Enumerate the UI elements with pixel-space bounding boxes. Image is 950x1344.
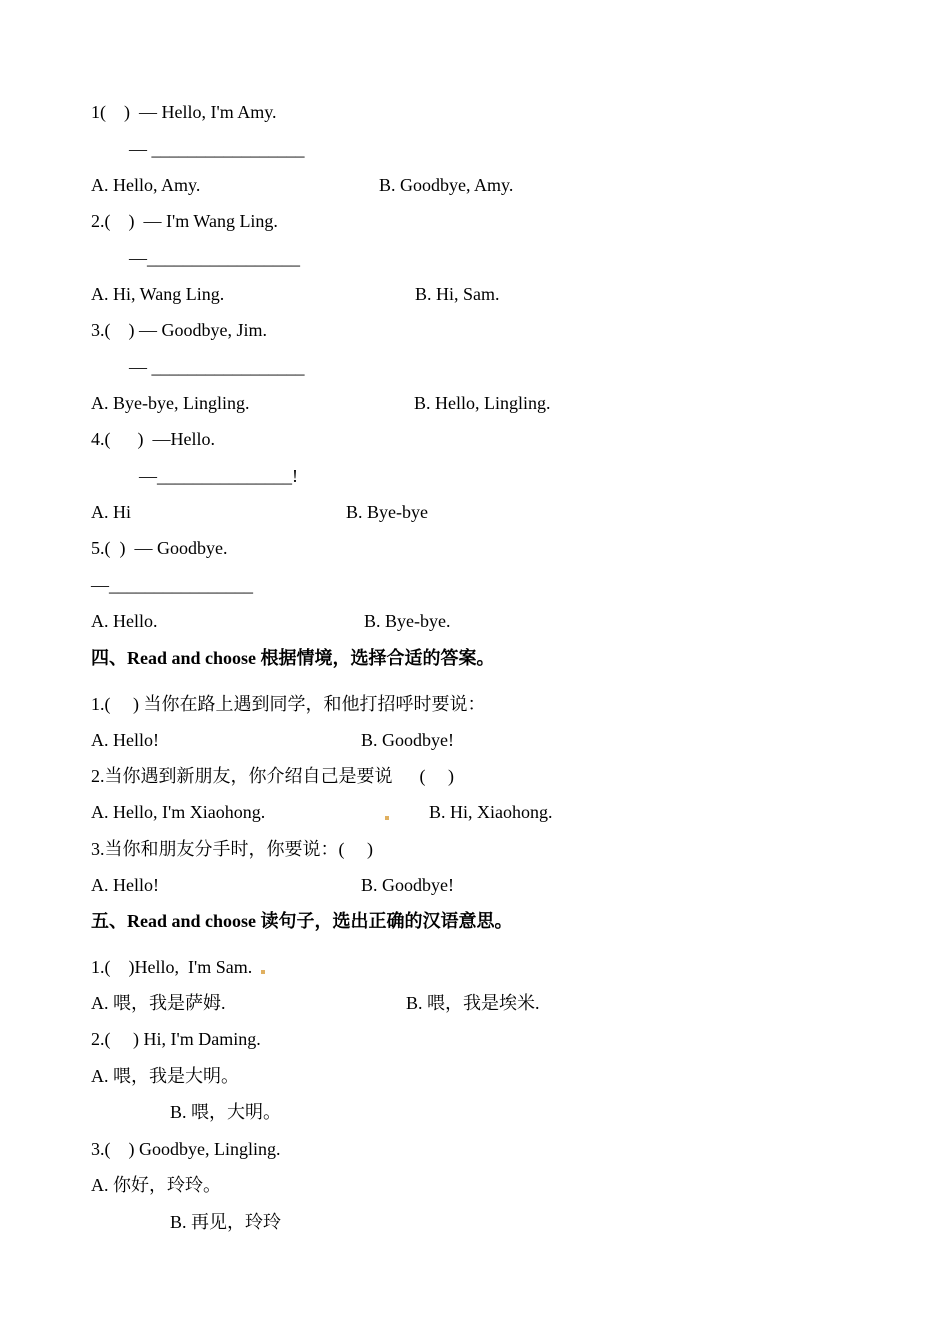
- question-5-2-stem: 2.( ) Hi, I'm Daming.: [91, 1029, 261, 1049]
- question-4-2-option-a: A. Hello, I'm Xiaohong.: [91, 802, 266, 822]
- question-4-1-option-a: A. Hello!: [91, 730, 159, 750]
- question-3-2-stem: 2.( ) — I'm Wang Ling.: [91, 211, 278, 231]
- question-5-1-option-b: B. 喂，我是埃米.: [406, 993, 540, 1013]
- question-3-1-option-a: A. Hello, Amy.: [91, 175, 201, 195]
- question-4-1-option-b: B. Goodbye!: [361, 730, 454, 750]
- question-3-2-blank: —_________________: [129, 248, 300, 268]
- question-3-4-option-a: A. Hi: [91, 502, 131, 522]
- question-3-1-option-b: B. Goodbye, Amy.: [379, 175, 514, 195]
- question-5-3-option-a: A. 你好，玲玲。: [91, 1175, 221, 1195]
- question-3-2-option-b: B. Hi, Sam.: [415, 284, 500, 304]
- stray-mark: [385, 816, 389, 820]
- question-3-3-blank: — _________________: [129, 357, 305, 377]
- stray-mark: [261, 970, 265, 974]
- question-5-3-option-b: B. 再见，玲玲: [170, 1212, 282, 1232]
- question-4-3-stem: 3.当你和朋友分手时，你要说：( ): [91, 839, 373, 859]
- question-3-3-stem: 3.( ) — Goodbye, Jim.: [91, 320, 267, 340]
- question-3-4-blank: —_______________!: [139, 466, 298, 486]
- question-3-4-option-b: B. Bye-bye: [346, 502, 428, 522]
- question-3-3-option-b: B. Hello, Lingling.: [414, 393, 551, 413]
- question-5-1-option-a: A. 喂，我是萨姆.: [91, 993, 226, 1013]
- question-4-2-option-b: B. Hi, Xiaohong.: [429, 802, 553, 822]
- question-5-2-option-a: A. 喂，我是大明。: [91, 1066, 239, 1086]
- question-4-2-stem: 2.当你遇到新朋友，你介绍自己是要说 ( ): [91, 766, 454, 786]
- question-5-2-option-b: B. 喂，大明。: [170, 1102, 282, 1122]
- question-3-1-blank: — _________________: [129, 139, 305, 159]
- question-4-1-stem: 1.( ) 当你在路上遇到同学，和他打招呼时要说：: [91, 694, 486, 714]
- question-4-3-option-a: A. Hello!: [91, 875, 159, 895]
- section-5-heading: 五、Read and choose 读句子，选出正确的汉语意思。: [91, 911, 513, 931]
- question-3-1-stem: 1( ) — Hello, I'm Amy.: [91, 102, 277, 122]
- question-3-5-option-b: B. Bye-bye.: [364, 611, 451, 631]
- question-3-5-option-a: A. Hello.: [91, 611, 158, 631]
- question-3-2-option-a: A. Hi, Wang Ling.: [91, 284, 225, 304]
- question-5-3-stem: 3.( ) Goodbye, Lingling.: [91, 1139, 281, 1159]
- question-4-3-option-b: B. Goodbye!: [361, 875, 454, 895]
- section-4-heading: 四、Read and choose 根据情境，选择合适的答案。: [91, 648, 495, 668]
- question-3-3-option-a: A. Bye-bye, Lingling.: [91, 393, 250, 413]
- question-5-1-stem: 1.( )Hello, I'm Sam.: [91, 957, 253, 977]
- question-3-5-blank: —________________: [91, 575, 253, 595]
- question-3-5-stem: 5.( ) — Goodbye.: [91, 538, 228, 558]
- question-3-4-stem: 4.( ) —Hello.: [91, 429, 215, 449]
